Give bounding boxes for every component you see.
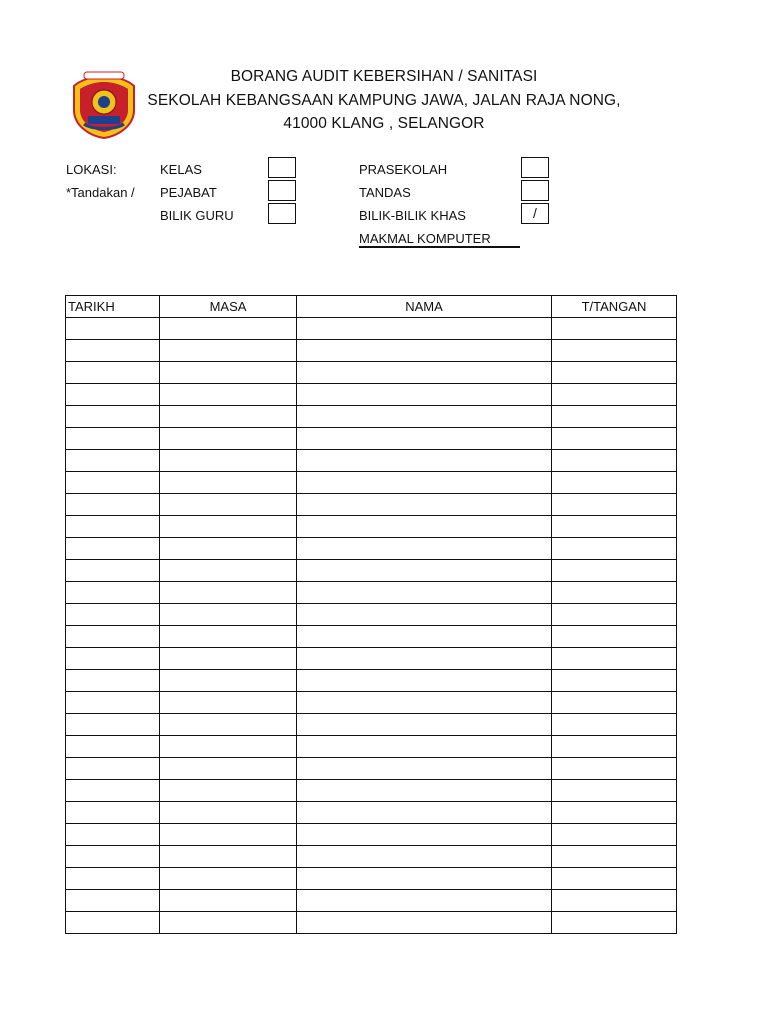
nama-cell[interactable]	[297, 362, 552, 384]
table-row	[66, 692, 677, 714]
column-header-nama: NAMA	[297, 296, 552, 318]
tandatangan-cell[interactable]	[552, 912, 677, 934]
masa-cell[interactable]	[160, 494, 297, 516]
tandatangan-cell[interactable]	[552, 538, 677, 560]
nama-cell[interactable]	[297, 604, 552, 626]
nama-cell[interactable]	[297, 318, 552, 340]
column-header-tandatangan: T/TANGAN	[552, 296, 677, 318]
tandatangan-cell[interactable]	[552, 318, 677, 340]
tandatangan-cell[interactable]	[552, 692, 677, 714]
table-row	[66, 516, 677, 538]
tandatangan-cell[interactable]	[552, 516, 677, 538]
tandatangan-cell[interactable]	[552, 582, 677, 604]
masa-cell[interactable]	[160, 692, 297, 714]
masa-cell[interactable]	[160, 450, 297, 472]
nama-cell[interactable]	[297, 406, 552, 428]
tandatangan-cell[interactable]	[552, 846, 677, 868]
option-bilik-guru-checkbox[interactable]	[268, 203, 296, 224]
tarikh-cell[interactable]	[66, 384, 160, 406]
table-row	[66, 428, 677, 450]
table-row	[66, 560, 677, 582]
masa-cell[interactable]	[160, 648, 297, 670]
tandatangan-cell[interactable]	[552, 362, 677, 384]
masa-cell[interactable]	[160, 846, 297, 868]
nama-cell[interactable]	[297, 670, 552, 692]
masa-cell[interactable]	[160, 780, 297, 802]
masa-cell[interactable]	[160, 318, 297, 340]
option-bilik-guru-label: BILIK GURU	[160, 208, 234, 223]
tarikh-cell[interactable]	[66, 846, 160, 868]
form-title: BORANG AUDIT KEBERSIHAN / SANITASI	[230, 68, 538, 85]
table-row	[66, 626, 677, 648]
nama-cell[interactable]	[297, 648, 552, 670]
table-row	[66, 604, 677, 626]
tandatangan-cell[interactable]	[552, 890, 677, 912]
tarikh-cell[interactable]	[66, 472, 160, 494]
table-row	[66, 736, 677, 758]
tarikh-cell[interactable]	[66, 582, 160, 604]
tarikh-cell[interactable]	[66, 670, 160, 692]
nama-cell[interactable]	[297, 912, 552, 934]
tarikh-cell[interactable]	[66, 428, 160, 450]
tarikh-cell[interactable]	[66, 912, 160, 934]
table-row	[66, 450, 677, 472]
nama-cell[interactable]	[297, 714, 552, 736]
tandatangan-cell[interactable]	[552, 428, 677, 450]
tarikh-cell[interactable]	[66, 714, 160, 736]
tandatangan-cell[interactable]	[552, 472, 677, 494]
column-header-masa: MASA	[160, 296, 297, 318]
tarikh-cell[interactable]	[66, 780, 160, 802]
nama-cell[interactable]	[297, 428, 552, 450]
nama-cell[interactable]	[297, 780, 552, 802]
tandatangan-cell[interactable]	[552, 450, 677, 472]
option-tandas-checkbox[interactable]	[521, 180, 549, 201]
tarikh-cell[interactable]	[66, 604, 160, 626]
masa-cell[interactable]	[160, 868, 297, 890]
specific-room-underline	[359, 246, 520, 248]
tandatangan-cell[interactable]	[552, 780, 677, 802]
masa-cell[interactable]	[160, 538, 297, 560]
nama-cell[interactable]	[297, 736, 552, 758]
tandatangan-cell[interactable]	[552, 604, 677, 626]
nama-cell[interactable]	[297, 538, 552, 560]
nama-cell[interactable]	[297, 824, 552, 846]
nama-cell[interactable]	[297, 560, 552, 582]
tarikh-cell[interactable]	[66, 692, 160, 714]
tarikh-cell[interactable]	[66, 824, 160, 846]
masa-cell[interactable]	[160, 626, 297, 648]
tarikh-cell[interactable]	[66, 802, 160, 824]
option-prasekolah-label: PRASEKOLAH	[359, 162, 448, 177]
audit-log-table	[65, 295, 677, 934]
tandatangan-cell[interactable]	[552, 714, 677, 736]
masa-cell[interactable]	[160, 802, 297, 824]
masa-cell[interactable]	[160, 604, 297, 626]
table-row	[66, 362, 677, 384]
tarikh-cell[interactable]	[66, 626, 160, 648]
option-pejabat-label: PEJABAT	[160, 185, 217, 200]
table-row	[66, 846, 677, 868]
table-row	[66, 890, 677, 912]
tarikh-cell[interactable]	[66, 450, 160, 472]
table-row	[66, 648, 677, 670]
tarikh-cell[interactable]	[66, 516, 160, 538]
masa-cell[interactable]	[160, 670, 297, 692]
masa-cell[interactable]	[160, 472, 297, 494]
table-row	[66, 318, 677, 340]
specific-room-field[interactable]: MAKMAL KOMPUTER	[359, 231, 491, 246]
tarikh-cell[interactable]	[66, 648, 160, 670]
nama-cell[interactable]	[297, 582, 552, 604]
table-row	[66, 758, 677, 780]
tandatangan-cell[interactable]	[552, 626, 677, 648]
tarikh-cell[interactable]	[66, 494, 160, 516]
table-row	[66, 538, 677, 560]
tarikh-cell[interactable]	[66, 758, 160, 780]
tandatangan-cell[interactable]	[552, 340, 677, 362]
masa-cell[interactable]	[160, 582, 297, 604]
tandatangan-cell[interactable]	[552, 494, 677, 516]
masa-cell[interactable]	[160, 736, 297, 758]
table-row	[66, 340, 677, 362]
tandatangan-cell[interactable]	[552, 868, 677, 890]
table-row	[66, 472, 677, 494]
instruction-note: *Tandakan /	[66, 185, 135, 200]
tarikh-cell[interactable]	[66, 868, 160, 890]
nama-cell[interactable]	[297, 340, 552, 362]
nama-cell[interactable]	[297, 494, 552, 516]
masa-cell[interactable]	[160, 824, 297, 846]
tandatangan-cell[interactable]	[552, 824, 677, 846]
masa-cell[interactable]	[160, 758, 297, 780]
nama-cell[interactable]	[297, 692, 552, 714]
nama-cell[interactable]	[297, 758, 552, 780]
tarikh-cell[interactable]	[66, 362, 160, 384]
location-label: LOKASI:	[66, 162, 117, 177]
school-name: SEKOLAH KEBANGSAAN KAMPUNG JAWA, JALAN RAJA NONG,	[147, 92, 621, 109]
nama-cell[interactable]	[297, 450, 552, 472]
masa-cell[interactable]	[160, 560, 297, 582]
tarikh-cell[interactable]	[66, 538, 160, 560]
tandatangan-cell[interactable]	[552, 406, 677, 428]
masa-cell[interactable]	[160, 890, 297, 912]
table-row	[66, 384, 677, 406]
school-address: 41000 KLANG , SELANGOR	[283, 115, 485, 132]
table-row	[66, 582, 677, 604]
tandatangan-cell[interactable]	[552, 560, 677, 582]
masa-cell[interactable]	[160, 340, 297, 362]
masa-cell[interactable]	[160, 714, 297, 736]
table-row	[66, 494, 677, 516]
table-row	[66, 714, 677, 736]
tandatangan-cell[interactable]	[552, 758, 677, 780]
column-header-tarikh: TARIKH	[66, 296, 160, 318]
option-bilik-khas-checkbox[interactable]: /	[521, 203, 549, 224]
masa-cell[interactable]	[160, 912, 297, 934]
tarikh-cell[interactable]	[66, 736, 160, 758]
table-row	[66, 802, 677, 824]
table-row	[66, 912, 677, 934]
tandatangan-cell[interactable]	[552, 384, 677, 406]
masa-cell[interactable]	[160, 406, 297, 428]
tarikh-cell[interactable]	[66, 560, 160, 582]
option-pejabat-checkbox[interactable]	[268, 180, 296, 201]
table-row	[66, 824, 677, 846]
tarikh-cell[interactable]	[66, 890, 160, 912]
tandatangan-cell[interactable]	[552, 648, 677, 670]
masa-cell[interactable]	[160, 428, 297, 450]
nama-cell[interactable]	[297, 626, 552, 648]
tandatangan-cell[interactable]	[552, 736, 677, 758]
option-kelas-checkbox[interactable]	[268, 157, 296, 178]
option-prasekolah-checkbox[interactable]	[521, 157, 549, 178]
option-bilik-khas-label: BILIK-BILIK KHAS	[359, 208, 466, 223]
nama-cell[interactable]	[297, 846, 552, 868]
table-header-row	[66, 296, 677, 318]
nama-cell[interactable]	[297, 472, 552, 494]
masa-cell[interactable]	[160, 362, 297, 384]
nama-cell[interactable]	[297, 802, 552, 824]
table-row	[66, 406, 677, 428]
table-row	[66, 780, 677, 802]
nama-cell[interactable]	[297, 384, 552, 406]
nama-cell[interactable]	[297, 890, 552, 912]
tandatangan-cell[interactable]	[552, 802, 677, 824]
option-tandas-label: TANDAS	[359, 185, 411, 200]
tarikh-cell[interactable]	[66, 406, 160, 428]
table-row	[66, 868, 677, 890]
table-row	[66, 670, 677, 692]
tarikh-cell[interactable]	[66, 340, 160, 362]
nama-cell[interactable]	[297, 868, 552, 890]
nama-cell[interactable]	[297, 516, 552, 538]
masa-cell[interactable]	[160, 384, 297, 406]
option-kelas-label: KELAS	[160, 162, 202, 177]
masa-cell[interactable]	[160, 516, 297, 538]
tarikh-cell[interactable]	[66, 318, 160, 340]
tandatangan-cell[interactable]	[552, 670, 677, 692]
